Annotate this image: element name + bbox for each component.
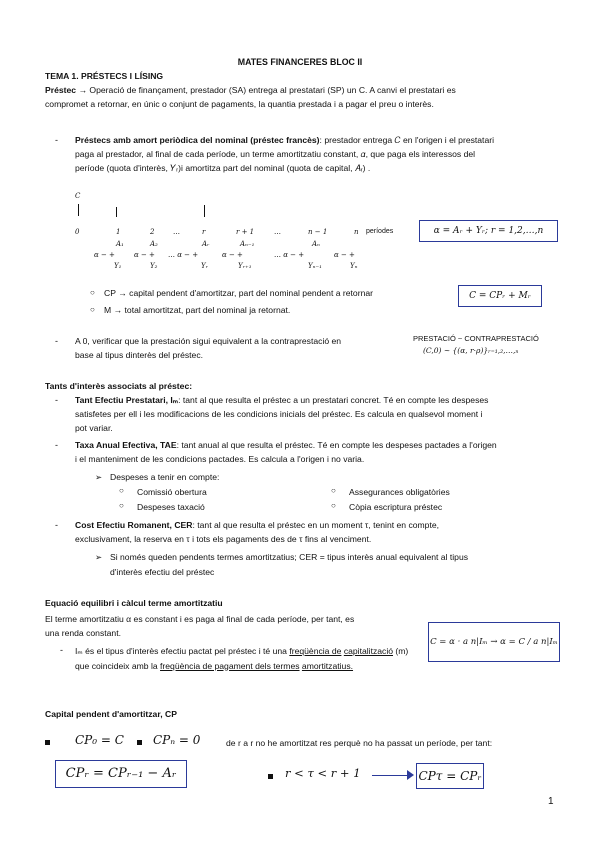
circle-bullet: ○	[119, 501, 124, 510]
circle-bullet: ○	[331, 486, 336, 495]
intro-line2: compromet a retornar, en únic o conjunt de pagaments, la quantia prestada i a pagar el preu o interès.	[45, 99, 434, 109]
tep-line1	[75, 394, 488, 407]
cer-term: Cost Efectiu Romanent, CER	[75, 520, 193, 530]
tep-text1: : tant al que resulta el préstec a un prestatari concret. Té en compte les despeses	[178, 395, 489, 405]
capital-note: de r a r no he amortitzat res perquè no ha passat un període, per tant:	[226, 738, 493, 748]
frances-line1	[75, 134, 575, 147]
intro-line1: → Operació de finançament, prestador (SA) entrega al prestatari (SP) un C. A canvi el prestatari es	[76, 85, 456, 95]
frances-text1: : prestador entrega 𝐶 en l'origen i el prestatari	[319, 135, 494, 145]
prestacio-title: PRESTACIÓ ~ CONTRAPRESTACIÓ	[413, 334, 539, 343]
square-bullet	[45, 740, 50, 745]
circle-bullet: ○	[90, 305, 95, 314]
timeline-c-label: C	[75, 192, 81, 200]
tep-line2: satisfetes per ell i les modificacions de les condicions inicials del préstec. Es calcula en qualsevol moment i	[75, 409, 483, 419]
equacio-bullet-a: Iₘ és el tipus d'interès efectiu pactat pel préstec i té una	[75, 646, 290, 656]
formula-alpha-box: α = Aᵣ + Yᵣ; r = 1,2,…,n	[419, 220, 558, 242]
a0-line1: A 0, verificar que la prestación sigui equivalent a la contraprestació en	[75, 336, 342, 346]
equacio-line2: una renda constant.	[45, 628, 121, 638]
intro-term: Préstec	[45, 85, 77, 95]
page-title: MATES FINANCERES BLOC II	[237, 57, 363, 67]
tick-r1: r + 1	[236, 228, 255, 236]
despeses-title: Despeses a tenir en compte:	[110, 472, 220, 482]
bullet-dash: -	[55, 440, 58, 450]
arrow-line	[372, 775, 412, 776]
circle-bullet: ○	[90, 288, 95, 297]
cer-line1	[75, 519, 439, 532]
tick-1: 1	[116, 228, 121, 236]
row-alpha-2: α − +	[134, 251, 155, 259]
row-y-r1: Yᵣ₊₁	[238, 262, 252, 270]
row-alpha-r: … α − +	[168, 251, 199, 259]
cer-sub2: d'interès efectiu del préstec	[110, 567, 215, 577]
section-heading-tema: TEMA 1. PRÉSTECS I LÍSING	[45, 71, 164, 81]
row-alpha-r1: α − +	[222, 251, 243, 259]
circle-bullet: ○	[331, 501, 336, 510]
row-a-2: A₂	[150, 240, 158, 248]
tick-periodes: períodes	[366, 228, 394, 235]
prestacio-formula: (C,0) ~ {(α, r·ρ)}ᵣ₌₁,₂,…,ₙ	[423, 346, 519, 355]
page-number: 1	[548, 796, 554, 807]
despesa-item: Comissió obertura	[137, 487, 207, 497]
tick-r: r	[202, 228, 206, 236]
tick-dots2: …	[274, 228, 281, 236]
link-capitalitzacio: capitalització	[343, 646, 394, 656]
equacio-bullet	[75, 644, 420, 673]
row-a-1: A₁	[116, 240, 124, 248]
timeline-tick	[204, 205, 205, 217]
equacio-line1: El terme amortitzatiu α es constant i es paga al final de cada període, per tant, es	[45, 614, 355, 624]
arrow-head-icon	[407, 770, 414, 780]
intro-paragraph	[45, 84, 565, 97]
row-alpha-1: α − +	[94, 251, 115, 259]
row-y-1: Y₁	[114, 262, 122, 270]
row-y-n: Yₙ	[350, 262, 358, 270]
tick-2: 2	[150, 228, 155, 236]
timeline-tick	[116, 207, 117, 217]
link-pagament: freqüència de pagament dels termes	[160, 660, 300, 671]
formula-cpr-box: CPᵣ = CPᵣ₋₁ − Aᵣ	[55, 760, 187, 788]
cp-item: CP → capital pendent d'amortitzar, part del nominal pendent a retornar	[104, 288, 373, 298]
formula-cptau-box: CPτ = CPᵣ	[416, 763, 484, 789]
m-item: M → total amortitzat, part del nominal ja retornat.	[104, 305, 291, 315]
row-a-r: Aᵣ	[202, 240, 210, 248]
equacio-heading: Equació equilibri i càlcul terme amortitzatiu	[45, 598, 223, 608]
frances-line2: paga al prestador, al final de cada període, un terme amortitzatiu constant, 𝛼, que paga els interessos del	[75, 149, 476, 159]
timeline-c-arrow	[78, 204, 79, 216]
despesa-item: Assegurances obligatòries	[349, 487, 450, 497]
equacio-bullet-b: (m) que coincideix amb la	[75, 646, 409, 671]
formula-range: r < τ < r + 1	[285, 766, 361, 780]
arrow-bullet: ➢	[95, 552, 103, 562]
row-a-n: Aₙ	[312, 240, 320, 248]
link-frequencia: freqüència de	[289, 646, 342, 656]
cer-line2: exclusivament, la reserva en τ i tots els pagaments des de τ fins al venciment.	[75, 534, 372, 544]
formula-equacio-box: C = α · a n|Iₘ → α = C / a n|Iₘ	[428, 622, 560, 662]
cer-text1: : tant al que resulta el préstec en un moment τ, tenint en compte,	[192, 520, 440, 530]
tae-text1: : tant anual al que resulta el préstec. Té en compte les despeses pactades a l'origen	[176, 440, 497, 450]
bullet-dash: -	[55, 336, 58, 346]
bullet-dash: -	[55, 395, 58, 405]
cer-sub1: Si només queden pendents termes amortitzatius; CER = tipus interès anual equivalent al tipus	[110, 552, 469, 562]
tae-line2: i el manteniment de les condicions pactades. Es calcula a l'origen i no varia.	[75, 454, 365, 464]
bullet-dash: -	[55, 520, 58, 530]
tick-0: 0	[75, 228, 80, 236]
tick-n: n	[354, 228, 359, 236]
formula-cp0: CP₀ = C	[75, 733, 124, 747]
row-y-r: Yᵣ	[201, 262, 209, 270]
row-y-2: Y₂	[150, 262, 158, 270]
square-bullet	[268, 774, 273, 779]
square-bullet	[137, 740, 142, 745]
bullet-dash: -	[55, 135, 58, 145]
formula-cpn: CPₙ = 0	[153, 733, 201, 747]
tep-line3: pot variar.	[75, 423, 113, 433]
arrow-bullet: ➢	[95, 472, 103, 482]
circle-bullet: ○	[119, 486, 124, 495]
capital-heading: Capital pendent d'amortitzar, CP	[45, 709, 177, 719]
tae-line1	[75, 439, 497, 452]
despesa-item: Despeses taxació	[137, 502, 205, 512]
row-a-n1: Aₙ₋₁	[240, 240, 255, 248]
tick-n1: n − 1	[308, 228, 328, 236]
tep-term: Tant Efectiu Prestatari, Iₘ	[75, 395, 179, 405]
tants-heading: Tants d'interès associats al préstec:	[45, 381, 193, 391]
frances-term: Préstecs amb amort periòdica del nominal (préstec francès)	[75, 135, 320, 145]
formula-c-box: C = CPᵣ + Mᵣ	[458, 285, 542, 307]
despesa-item: Còpia escriptura préstec	[349, 502, 443, 512]
frances-line3: període (quota d'interès, 𝑌ᵣ)i amortitza part del nominal (quota de capital, 𝐴ᵣ) .	[75, 163, 371, 173]
row-alpha-n1: … α − +	[274, 251, 305, 259]
bullet-dash: -	[60, 645, 63, 655]
tick-dots: …	[173, 228, 180, 236]
tae-term: Taxa Anual Efectiva, TAE	[75, 440, 177, 450]
link-amortitzatius: amortitzatius.	[301, 660, 354, 671]
row-alpha-n: α − +	[334, 251, 355, 259]
a0-line2: base al tipus dinterès del préstec.	[75, 350, 204, 360]
row-y-n1: Yₙ₋₁	[308, 262, 322, 270]
